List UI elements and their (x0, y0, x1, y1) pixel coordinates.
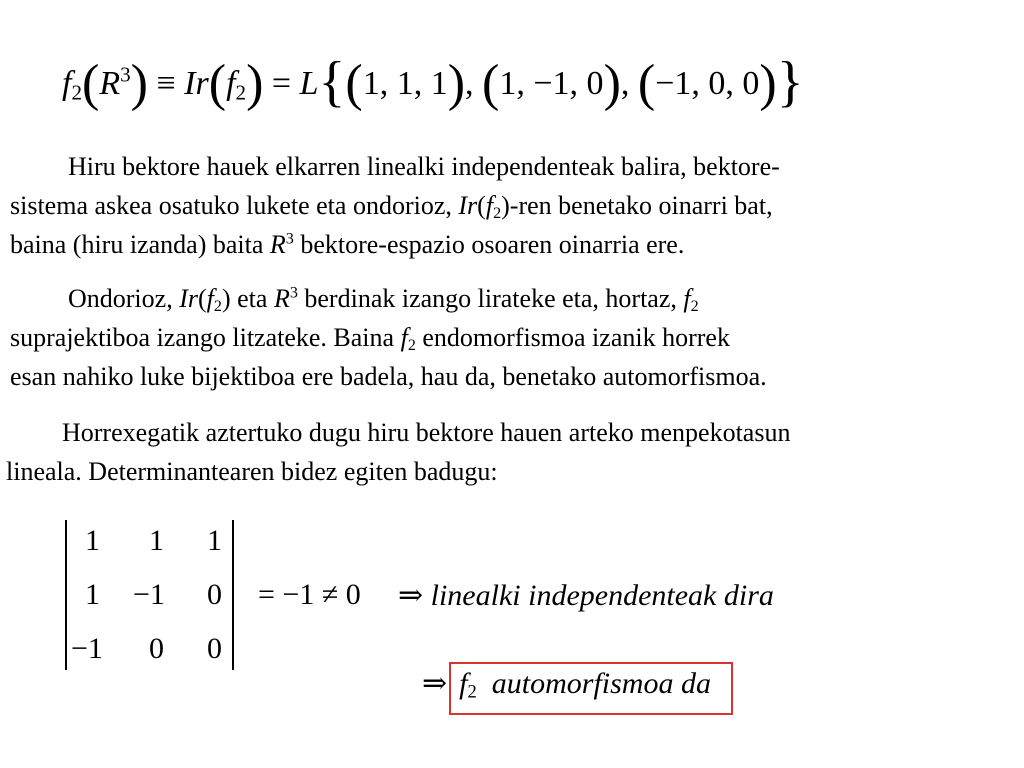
paren-close: ) (447, 55, 466, 112)
f-subscript: 2 (493, 205, 502, 223)
R-superscript: 3 (289, 284, 298, 302)
formula-equals: = (271, 65, 292, 102)
brace-open: { (318, 51, 346, 113)
span-symbol: L (299, 65, 319, 102)
paren-open: ( (82, 55, 100, 112)
f-subscript: 2 (690, 298, 699, 316)
paragraph-2-line-3: esan nahiko luke bijektiboa ere badela, hau da, benetako automorfismoa. (10, 362, 767, 391)
implies-arrow-icon: ⇒ (398, 579, 424, 612)
paragraph-3-line-2: lineala. Determinantearen bidez egiten badugu: (6, 457, 498, 486)
implies-arrow-icon: ⇒ (422, 667, 448, 700)
brace-close: } (776, 51, 804, 113)
f-symbol: f (206, 284, 214, 313)
paragraph-3 (6, 413, 1016, 491)
text: endomorfismoa izanik horrek (415, 323, 730, 352)
f-subscript: 2 (407, 337, 416, 355)
formula-Ir: Ir (184, 65, 209, 102)
conclusion-text: linealki independenteak dira (430, 579, 774, 612)
paragraph-1-line-3 (10, 225, 1020, 264)
paragraph-1-line-1: Hiru bektore hauek elkarren linealki independenteak balira, bektore- (68, 152, 780, 181)
formula-f-arg: f (226, 65, 236, 102)
paragraph-2-line-2 (10, 318, 1020, 357)
text: Ondorioz, (68, 284, 180, 313)
paren-close: ) (759, 55, 777, 112)
formula-f: f (62, 65, 72, 102)
vector-3: −1, 0, 0 (655, 65, 760, 102)
paren-open: ( (208, 55, 227, 112)
formula-R-superscript: 3 (120, 62, 131, 87)
text: eta (230, 284, 274, 313)
highlight-box (449, 662, 733, 715)
R-symbol: R (269, 230, 286, 259)
text: berdinak izango lirateke eta, hortaz, (297, 284, 684, 313)
matrix-cell: 0 (207, 632, 222, 665)
paren-open: ( (482, 55, 500, 112)
matrix-cell: 1 (85, 578, 100, 611)
text: sistema askea osatuko lukete eta ondorioz, (10, 191, 459, 220)
text: bektore-espazio osoaren oinarria ere. (293, 230, 685, 259)
paren-open: ( (345, 55, 363, 112)
paren-close: ) (246, 55, 264, 112)
paren-close: ) (130, 55, 148, 112)
Ir-symbol: Ir (179, 284, 198, 313)
Ir-symbol: Ir (458, 191, 478, 220)
f-symbol: f (459, 667, 468, 700)
formula-R: R (99, 65, 121, 102)
text: baina (hiru izanda) baita (10, 230, 270, 259)
paragraph-2 (10, 279, 1020, 396)
f-subscript: 2 (213, 298, 222, 316)
R-symbol: R (273, 284, 290, 313)
matrix-cell: 1 (85, 524, 100, 557)
formula-f-arg-subscript: 2 (235, 80, 247, 105)
conclusion-automorphism (422, 662, 733, 715)
conclusion-text: automorfismoa da (491, 667, 711, 700)
f-symbol: f (485, 191, 494, 220)
paragraph-1 (10, 147, 1020, 264)
vector-1: 1, 1, 1 (362, 65, 448, 102)
paragraph-1-line-2: sistema askea osatuko lukete eta ondorioz, $Ir(f_2)$-ren benetako oinarri bat, (10, 191, 773, 223)
text: suprajektiboa izango litzateke. Baina (10, 323, 401, 352)
paren-close: ) (603, 55, 621, 112)
paren-open: ( (637, 55, 656, 112)
matrix-cell: 0 (207, 578, 222, 611)
determinant-matrix (65, 520, 234, 670)
matrix-cell: −1 (71, 632, 103, 665)
matrix-cell: 1 (149, 524, 164, 557)
matrix-cell: 1 (207, 524, 222, 557)
paragraph-3-line-1: Horrexegatik aztertuko dugu hiru bektore hauen arteko menpekotasun (62, 418, 791, 447)
paragraph-2-line-1: Ondorioz, $Ir(f_2)$ eta $R^3$ berdinak izango lirateke eta, hortaz, $f_2$ (68, 284, 699, 316)
R-superscript: 3 (285, 230, 294, 248)
image-formula: $f_2(R^3) \equiv Ir(f_2) = L\{(1$, 1, 1), (1, −1, 0), (−1, 0, 0)} (62, 51, 804, 113)
formula-f-subscript: 2 (71, 80, 82, 105)
matrix-cell: 0 (149, 632, 164, 665)
conclusion-independent (398, 578, 774, 613)
f-subscript: 2 (467, 681, 477, 703)
formula-equiv: ≡ (156, 65, 176, 102)
vector-2: 1, −1, 0 (499, 65, 604, 102)
f-symbol: f (400, 323, 408, 352)
f-symbol: f (683, 284, 691, 313)
text: -ren benetako oinarri bat, (509, 191, 773, 220)
determinant-result: = −1 ≠ 0 (258, 578, 361, 611)
matrix-cell: −1 (133, 578, 165, 611)
